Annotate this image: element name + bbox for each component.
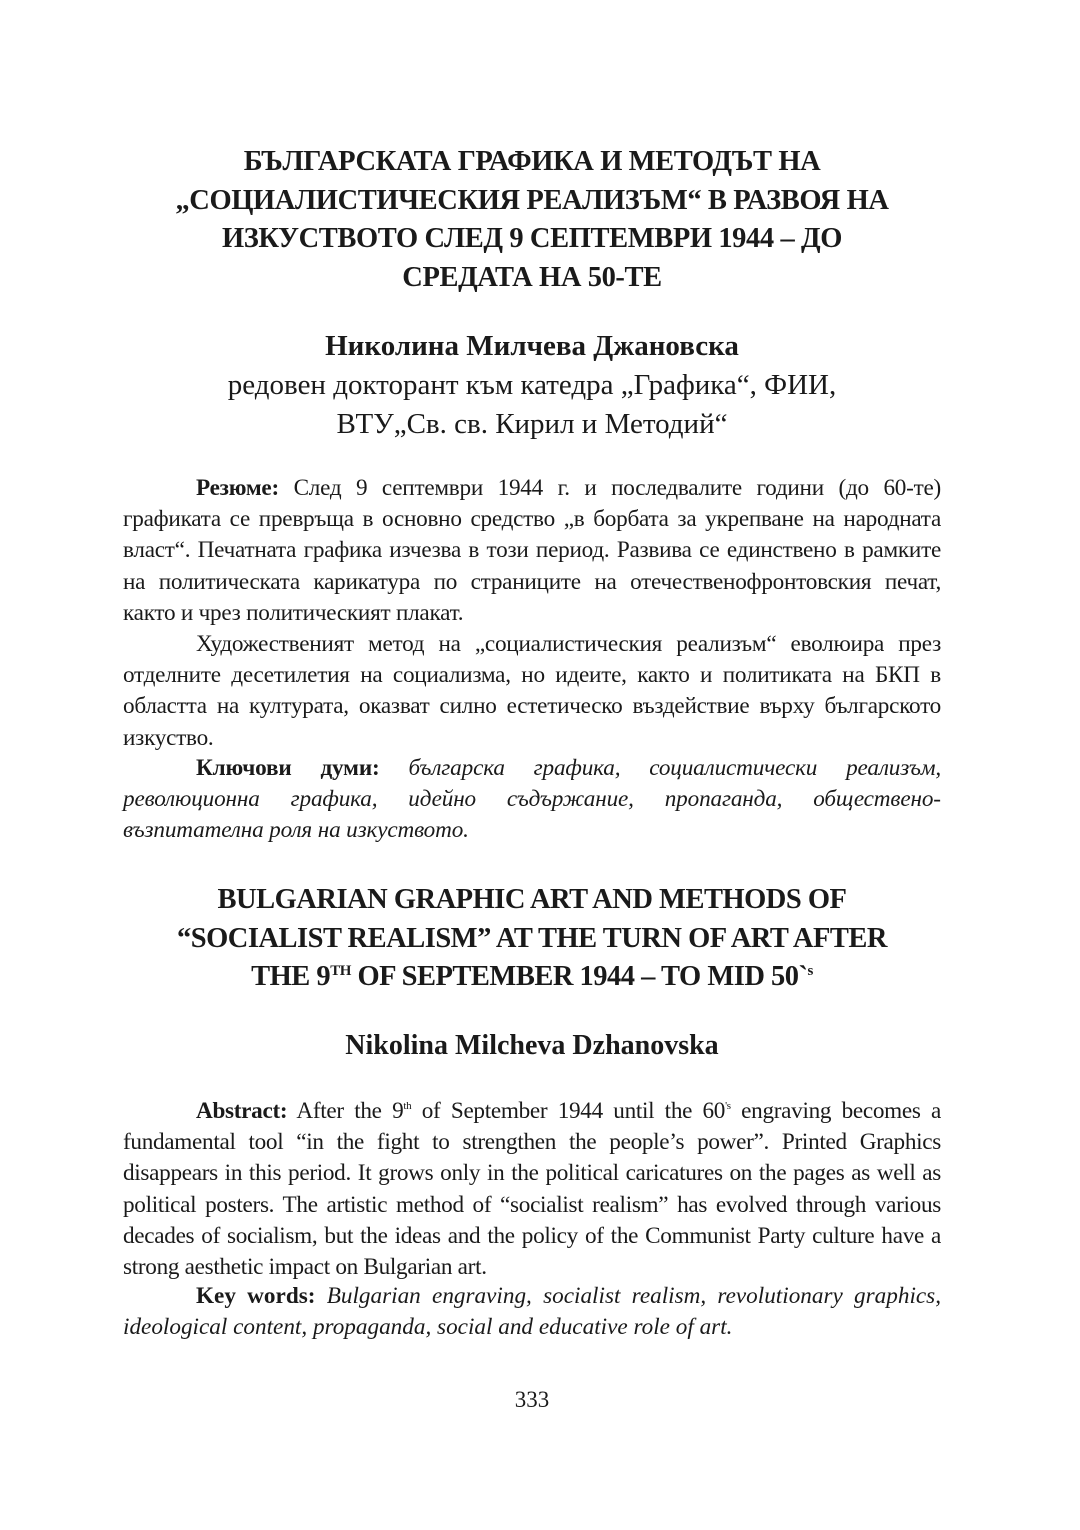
title-english-line-3-end: OF SEPTEMBER 1944 – TO MID 50` (350, 961, 808, 993)
abstract-bulgarian-text-2: Художественият метод на „социалистическия реализъм“ еволюира през отделните десетилетия на социализма, но идеите, както и политиката на БКП в областта на културата, оказват силно естетическо въздействие върху българското изкуство. (123, 631, 941, 751)
title-english-line-3-start: THE 9 (251, 961, 331, 993)
keywords-bulgarian-text: българска графика, социалистически реализъм, революционна графика, идейно съдържание, пропаганда, общественовъзпитателна роля на изкуството. (123, 755, 942, 844)
title-bulgarian-line-3: ИЗКУСТВОТО СЛЕД 9 СЕПТЕМВРИ 1944 – ДО (221, 223, 842, 255)
abstract-bulgarian-label: Резюме: (196, 475, 279, 501)
abstract-bulgarian-text-1: След 9 септември 1944 г. и последвалите години (до 60-те) графиката се превръща в основно средство „в борбата за укрепване на народната власт“. Печатната графика изчезва в този период. Развива се единствено в рамките на политическата карикатура по страниците на отечественофронтовския печат, както и чрез политическият плакат. (123, 475, 941, 626)
title-bulgarian-line-4: СРЕДАТА НА 50-ТЕ (402, 262, 662, 294)
author-bulgarian: Николина Милчева Джановска (325, 330, 739, 362)
abstract-english-text-3: engraving becomes a fundamental tool “in the fight to strengthen the people’s power”. Printed Graphics disappears in this period. It grows only in the political caricatures on the pages as well as political posters. The artistic method of “socialist realism” has evolved through various decades of socialism, but the ideas and the policy of the Communist Party culture have a strong aesthetic impact on Bulgarian art. (123, 1098, 941, 1281)
title-english (123, 881, 941, 997)
abstract-english (123, 1096, 941, 1283)
abstract-bulgarian-paragraph-1 (123, 473, 941, 629)
keywords-bulgarian-label: Ключови думи: (196, 755, 380, 781)
abstract-english-superscript-th: th (403, 1100, 412, 1112)
affiliation-line-1: редовен докторант към катедра „Графика“, ФИИ, (227, 369, 837, 401)
keywords-english-label: Key words: (196, 1283, 316, 1309)
keywords-bulgarian (123, 753, 941, 847)
keywords-english-text: Bulgarian engraving, socialist realism, revolutionary graphics, ideological content, propaganda, social and educative role of art. (123, 1283, 941, 1341)
paper-page (123, 0, 941, 1530)
keywords-english (123, 1281, 941, 1343)
abstract-english-superscript-s: 's (725, 1100, 731, 1112)
title-english-superscript-s: s (807, 963, 813, 980)
title-english-line-3 (251, 961, 813, 992)
title-bulgarian-line-2: „СОЦИАЛИСТИЧЕСКИЯ РЕАЛИЗЪМ“ В РАЗВОЯ НА (175, 184, 889, 216)
title-bulgarian-line-1: БЪЛГАРСКАТА ГРАФИКА И МЕТОДЪТ НА (243, 146, 821, 177)
title-english-line-2: “SOCIALIST REALISM” AT THE TURN OF ART AFTER (176, 922, 888, 954)
page-number: 333 (514, 1387, 550, 1412)
title-bulgarian (123, 143, 941, 298)
abstract-english-label: Abstract: (196, 1098, 288, 1124)
author-english: Nikolina Milcheva Dzhanovska (345, 1030, 719, 1061)
abstract-english-text-1: After the 9 (287, 1098, 404, 1124)
abstract-bulgarian-paragraph-2 (123, 629, 941, 754)
affiliation-line-2: ВТУ„Св. св. Кирил и Методий“ (336, 408, 728, 440)
title-english-line-1: BULGARIAN GRAPHIC ART AND METHODS OF (217, 884, 847, 915)
abstract-english-text-2: of September 1944 until the 60 (411, 1098, 726, 1124)
author-affiliation (123, 366, 941, 444)
title-english-superscript-th: TH (330, 963, 351, 980)
